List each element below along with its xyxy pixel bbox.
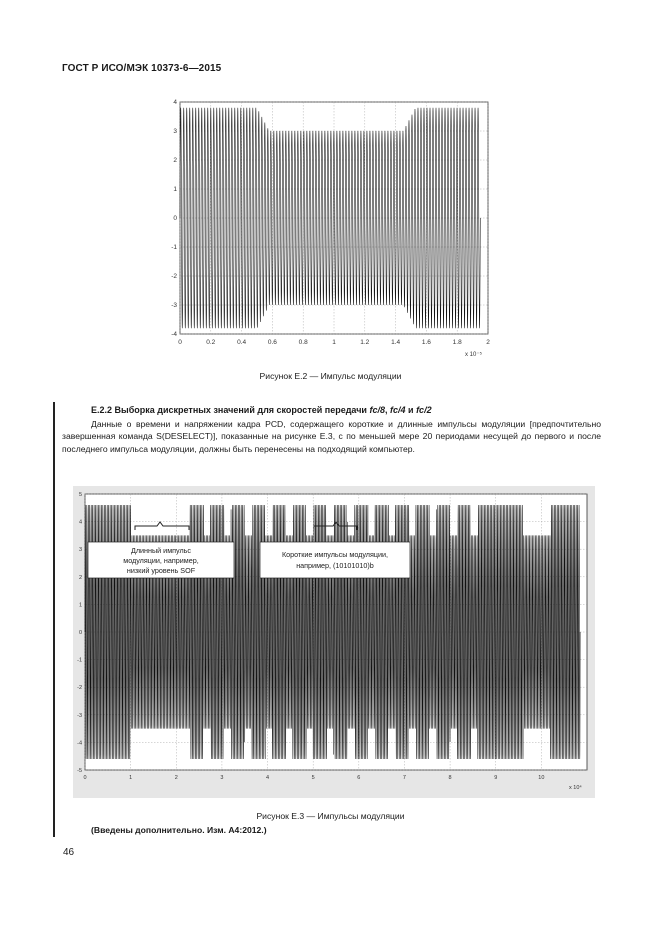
- x-tick-label: 9: [494, 775, 498, 781]
- y-tick-label: 0: [173, 215, 177, 222]
- x-tick-label: 1: [332, 339, 336, 346]
- y-tick-label: 1: [173, 186, 177, 193]
- x-tick-label: 0.6: [267, 339, 277, 346]
- y-tick-label: 3: [173, 128, 177, 135]
- x-tick-label: 0.4: [237, 339, 247, 346]
- figure-e2-exponent: x 10⁻⁵: [465, 352, 482, 358]
- y-tick-label: 4: [78, 519, 82, 526]
- long-pulse-annotation-line3: низкий уровень SOF: [126, 566, 196, 575]
- y-tick-label: 1: [78, 602, 82, 609]
- x-tick-label: 0: [178, 339, 182, 346]
- y-tick-label: -3: [77, 712, 82, 719]
- y-tick-label: 2: [78, 574, 82, 581]
- x-tick-label: 10: [538, 775, 545, 781]
- figure-e2-chart: [160, 94, 500, 364]
- section-heading: Е.2.2 Выборка дискретных значений для скоростей передачи fc/8, fc/4 и fc/2: [91, 405, 432, 415]
- x-tick-label: 6: [357, 775, 361, 781]
- y-tick-label: -2: [171, 273, 177, 280]
- short-pulses-annotation-box: [260, 542, 410, 578]
- x-tick-label: 7: [402, 775, 406, 781]
- figure-e3-exponent: x 10⁴: [569, 785, 582, 791]
- figure-e2-caption: Рисунок Е.2 — Импульс модуляции: [259, 371, 402, 381]
- long-pulse-annotation-line1: Длинный импульс: [130, 546, 192, 555]
- figure-e3-chart: [73, 486, 595, 798]
- document-header: ГОСТ Р ИСО/МЭК 10373-6—2015: [62, 63, 222, 74]
- rate-fc8: fc/8: [369, 405, 385, 415]
- x-tick-label: 1.6: [421, 339, 431, 346]
- x-tick-label: 1: [129, 775, 133, 781]
- y-tick-label: -4: [77, 740, 82, 747]
- y-tick-label: -2: [77, 685, 82, 692]
- short-pulses-annotation-line2: например, (10101010)b: [296, 561, 374, 570]
- x-tick-label: 2: [174, 775, 178, 781]
- y-tick-label: -1: [77, 657, 82, 664]
- section-heading-text: Е.2.2 Выборка дискретных значений для скоростей передачи: [91, 405, 370, 415]
- page-number: 46: [63, 847, 75, 858]
- x-tick-label: 5: [311, 775, 315, 781]
- x-tick-label: 0: [83, 775, 87, 781]
- x-tick-label: 4: [266, 775, 270, 781]
- rate-fc2: fc/2: [416, 405, 432, 415]
- x-tick-label: 1.4: [391, 339, 401, 346]
- x-tick-label: 0.2: [206, 339, 216, 346]
- x-tick-label: 0.8: [298, 339, 308, 346]
- x-tick-label: 1.8: [452, 339, 462, 346]
- amendment-bar: [53, 402, 55, 837]
- y-tick-label: 5: [78, 492, 82, 498]
- y-tick-label: 4: [173, 99, 177, 106]
- long-pulse-annotation-line2: модуляции, например,: [123, 556, 199, 565]
- y-tick-label: -5: [77, 768, 82, 774]
- y-tick-label: 3: [78, 547, 82, 554]
- amendment-note: (Введены дополнительно. Изм. А4:2012.): [91, 825, 267, 835]
- body-paragraph: Данные о времени и напряжении кадра PCD, содержащего короткие и длинные импульсы модуляции [предпочтительно завершенная команда S(DESELECT)], показанные на рисунке Е.3, с по меньшей мере 20 периодами несущей до первого и после последнего импульса модуляции, должны быть перенесены на подходящий компьютер.: [62, 419, 601, 454]
- x-tick-label: 2: [486, 339, 490, 346]
- x-tick-label: 1.2: [360, 339, 370, 346]
- x-tick-label: 8: [448, 775, 452, 781]
- rate-fc4: fc/4: [390, 405, 406, 415]
- figure-e3-caption: Рисунок Е.3 — Импульсы модуляции: [256, 811, 405, 821]
- y-tick-label: 0: [78, 630, 82, 636]
- y-tick-label: -4: [171, 331, 177, 338]
- y-tick-label: -1: [171, 244, 177, 251]
- y-tick-label: 2: [173, 157, 177, 164]
- short-pulses-annotation-line1: Короткие импульсы модуляции,: [281, 550, 389, 559]
- y-tick-label: -3: [171, 302, 177, 309]
- x-tick-label: 3: [220, 775, 224, 781]
